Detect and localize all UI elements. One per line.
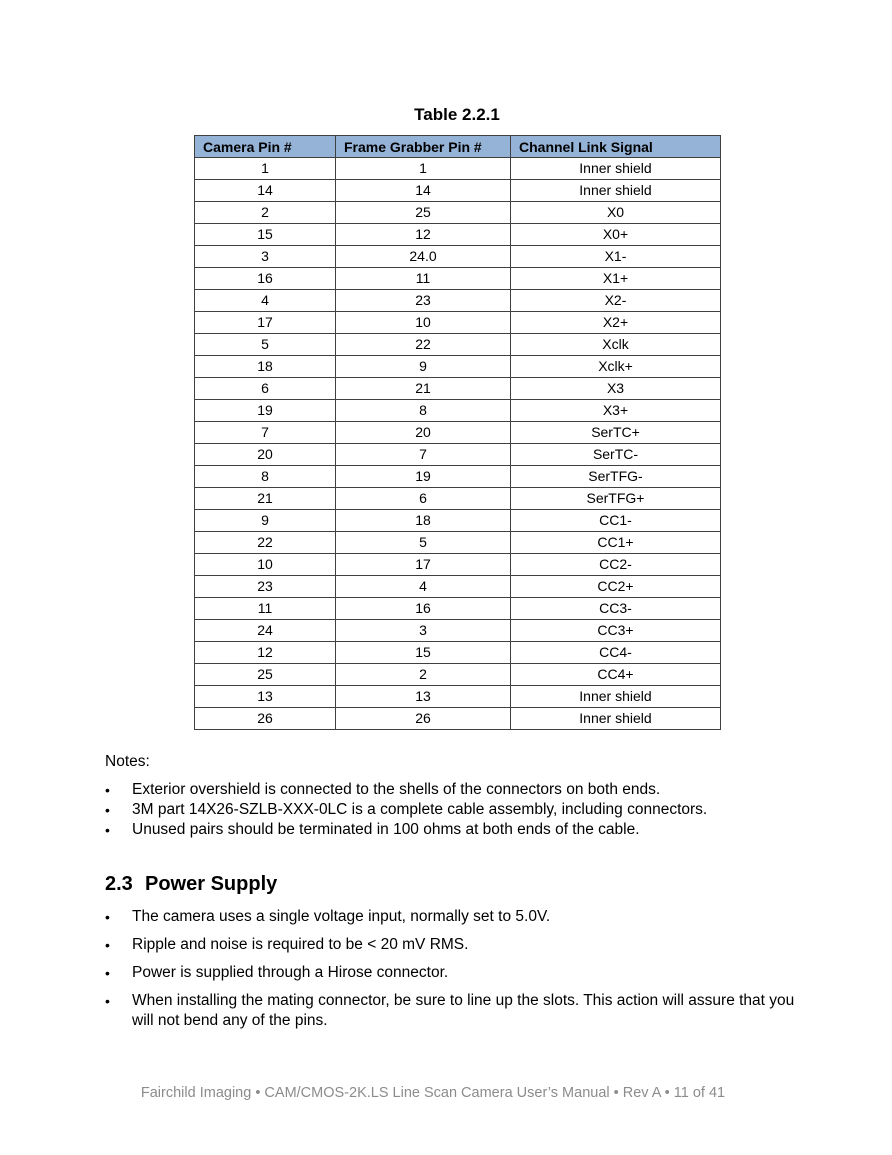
- cell-channel-link-signal: X2+: [511, 312, 721, 334]
- cell-frame-grabber-pin: 11: [336, 268, 511, 290]
- cell-camera-pin: 21: [195, 488, 336, 510]
- cell-frame-grabber-pin: 26: [336, 708, 511, 730]
- cell-channel-link-signal: CC3+: [511, 620, 721, 642]
- cell-frame-grabber-pin: 6: [336, 488, 511, 510]
- cell-camera-pin: 13: [195, 686, 336, 708]
- bullet-icon: •: [105, 937, 110, 953]
- list-item: [105, 820, 805, 840]
- cell-frame-grabber-pin: 25: [336, 202, 511, 224]
- list-item: [105, 991, 805, 1031]
- cell-camera-pin: 25: [195, 664, 336, 686]
- cell-frame-grabber-pin: 18: [336, 510, 511, 532]
- list-item: [105, 907, 805, 927]
- table-row: [195, 466, 721, 488]
- cell-frame-grabber-pin: 7: [336, 444, 511, 466]
- pin-mapping-table: [194, 135, 721, 730]
- list-item: [105, 963, 805, 983]
- table-row: [195, 686, 721, 708]
- table-row: [195, 400, 721, 422]
- cell-camera-pin: 17: [195, 312, 336, 334]
- cell-camera-pin: 22: [195, 532, 336, 554]
- cell-channel-link-signal: CC4-: [511, 642, 721, 664]
- table-header-row: [195, 136, 721, 158]
- cell-channel-link-signal: SerTC+: [511, 422, 721, 444]
- cell-frame-grabber-pin: 12: [336, 224, 511, 246]
- table-row: [195, 576, 721, 598]
- cell-channel-link-signal: Inner shield: [511, 180, 721, 202]
- table-row: [195, 488, 721, 510]
- cell-frame-grabber-pin: 19: [336, 466, 511, 488]
- bullet-icon: •: [105, 802, 110, 818]
- cell-camera-pin: 11: [195, 598, 336, 620]
- cell-camera-pin: 9: [195, 510, 336, 532]
- cell-channel-link-signal: Inner shield: [511, 686, 721, 708]
- table-row: [195, 554, 721, 576]
- header-frame-grabber-pin: Frame Grabber Pin #: [336, 136, 511, 158]
- power-supply-list: [105, 907, 805, 1039]
- table-row: [195, 356, 721, 378]
- table-row: [195, 664, 721, 686]
- section-title: Power Supply: [145, 873, 278, 895]
- cell-frame-grabber-pin: 21: [336, 378, 511, 400]
- table-row: [195, 158, 721, 180]
- table-row: [195, 334, 721, 356]
- note-text: Unused pairs should be terminated in 100 ohms at both ends of the cable.: [132, 821, 640, 838]
- cell-channel-link-signal: CC2-: [511, 554, 721, 576]
- table-row: [195, 422, 721, 444]
- cell-frame-grabber-pin: 5: [336, 532, 511, 554]
- bullet-icon: •: [105, 822, 110, 838]
- cell-frame-grabber-pin: 9: [336, 356, 511, 378]
- note-text: 3M part 14X26-SZLB-XXX-0LC is a complete cable assembly, including connectors.: [132, 801, 708, 818]
- table-body: [195, 158, 721, 730]
- cell-channel-link-signal: X1-: [511, 246, 721, 268]
- table-row: [195, 312, 721, 334]
- cell-frame-grabber-pin: 17: [336, 554, 511, 576]
- cell-channel-link-signal: Xclk: [511, 334, 721, 356]
- table-row: [195, 708, 721, 730]
- cell-channel-link-signal: Xclk+: [511, 356, 721, 378]
- cell-frame-grabber-pin: 16: [336, 598, 511, 620]
- table-row: [195, 202, 721, 224]
- table-row: [195, 598, 721, 620]
- cell-frame-grabber-pin: 2: [336, 664, 511, 686]
- cell-camera-pin: 20: [195, 444, 336, 466]
- page-footer: Fairchild Imaging • CAM/CMOS-2K.LS Line Scan Camera User’s Manual • Rev A • 11 of 41: [140, 1085, 726, 1101]
- cell-channel-link-signal: X0+: [511, 224, 721, 246]
- cell-channel-link-signal: CC1-: [511, 510, 721, 532]
- cell-camera-pin: 7: [195, 422, 336, 444]
- cell-channel-link-signal: CC2+: [511, 576, 721, 598]
- bullet-icon: •: [105, 909, 110, 925]
- list-item: [105, 800, 805, 820]
- table-row: [195, 268, 721, 290]
- cell-frame-grabber-pin: 3: [336, 620, 511, 642]
- cell-frame-grabber-pin: 15: [336, 642, 511, 664]
- table-title: Table 2.2.1: [414, 105, 500, 124]
- cell-camera-pin: 16: [195, 268, 336, 290]
- cell-channel-link-signal: X3+: [511, 400, 721, 422]
- cell-camera-pin: 14: [195, 180, 336, 202]
- cell-camera-pin: 8: [195, 466, 336, 488]
- table-row: [195, 620, 721, 642]
- section-heading: [105, 873, 277, 896]
- table-row: [195, 290, 721, 312]
- cell-channel-link-signal: Inner shield: [511, 158, 721, 180]
- header-channel-link-signal: Channel Link Signal: [511, 136, 721, 158]
- bullet-icon: •: [105, 782, 110, 798]
- table-row: [195, 642, 721, 664]
- section-number: 2.3: [105, 873, 133, 895]
- table-row: [195, 246, 721, 268]
- cell-channel-link-signal: X0: [511, 202, 721, 224]
- cell-camera-pin: 19: [195, 400, 336, 422]
- cell-frame-grabber-pin: 14: [336, 180, 511, 202]
- cell-channel-link-signal: CC1+: [511, 532, 721, 554]
- notes-list: [105, 780, 805, 840]
- list-item: [105, 935, 805, 955]
- table-row: [195, 224, 721, 246]
- list-item: [105, 780, 805, 800]
- cell-frame-grabber-pin: 13: [336, 686, 511, 708]
- cell-frame-grabber-pin: 1: [336, 158, 511, 180]
- cell-frame-grabber-pin: 8: [336, 400, 511, 422]
- cell-camera-pin: 18: [195, 356, 336, 378]
- item-text: The camera uses a single voltage input, normally set to 5.0V.: [132, 908, 551, 925]
- table-row: [195, 532, 721, 554]
- bullet-icon: •: [105, 993, 110, 1009]
- cell-camera-pin: 24: [195, 620, 336, 642]
- cell-camera-pin: 3: [195, 246, 336, 268]
- cell-frame-grabber-pin: 23: [336, 290, 511, 312]
- table-row: [195, 510, 721, 532]
- cell-frame-grabber-pin: 22: [336, 334, 511, 356]
- cell-frame-grabber-pin: 10: [336, 312, 511, 334]
- cell-frame-grabber-pin: 20: [336, 422, 511, 444]
- cell-camera-pin: 2: [195, 202, 336, 224]
- cell-channel-link-signal: SerTFG+: [511, 488, 721, 510]
- item-text: When installing the mating connector, be sure to line up the slots. This action will assure that you will not bend any of the pins.: [132, 992, 795, 1029]
- cell-channel-link-signal: SerTC-: [511, 444, 721, 466]
- cell-channel-link-signal: X2-: [511, 290, 721, 312]
- item-text: Ripple and noise is required to be < 20 mV RMS.: [132, 936, 469, 953]
- cell-frame-grabber-pin: 24.0: [336, 246, 511, 268]
- table-row: [195, 444, 721, 466]
- cell-camera-pin: 5: [195, 334, 336, 356]
- cell-channel-link-signal: X1+: [511, 268, 721, 290]
- table-row: [195, 180, 721, 202]
- notes-label: Notes:: [105, 753, 150, 770]
- cell-camera-pin: 23: [195, 576, 336, 598]
- cell-camera-pin: 26: [195, 708, 336, 730]
- cell-camera-pin: 12: [195, 642, 336, 664]
- cell-channel-link-signal: CC3-: [511, 598, 721, 620]
- cell-camera-pin: 15: [195, 224, 336, 246]
- cell-channel-link-signal: SerTFG-: [511, 466, 721, 488]
- cell-frame-grabber-pin: 4: [336, 576, 511, 598]
- bullet-icon: •: [105, 965, 110, 981]
- item-text: Power is supplied through a Hirose connector.: [132, 964, 449, 981]
- table-row: [195, 378, 721, 400]
- cell-channel-link-signal: CC4+: [511, 664, 721, 686]
- cell-camera-pin: 10: [195, 554, 336, 576]
- cell-camera-pin: 6: [195, 378, 336, 400]
- cell-camera-pin: 4: [195, 290, 336, 312]
- cell-channel-link-signal: Inner shield: [511, 708, 721, 730]
- cell-camera-pin: 1: [195, 158, 336, 180]
- cell-channel-link-signal: X3: [511, 378, 721, 400]
- header-camera-pin: Camera Pin #: [195, 136, 336, 158]
- note-text: Exterior overshield is connected to the shells of the connectors on both ends.: [132, 781, 661, 798]
